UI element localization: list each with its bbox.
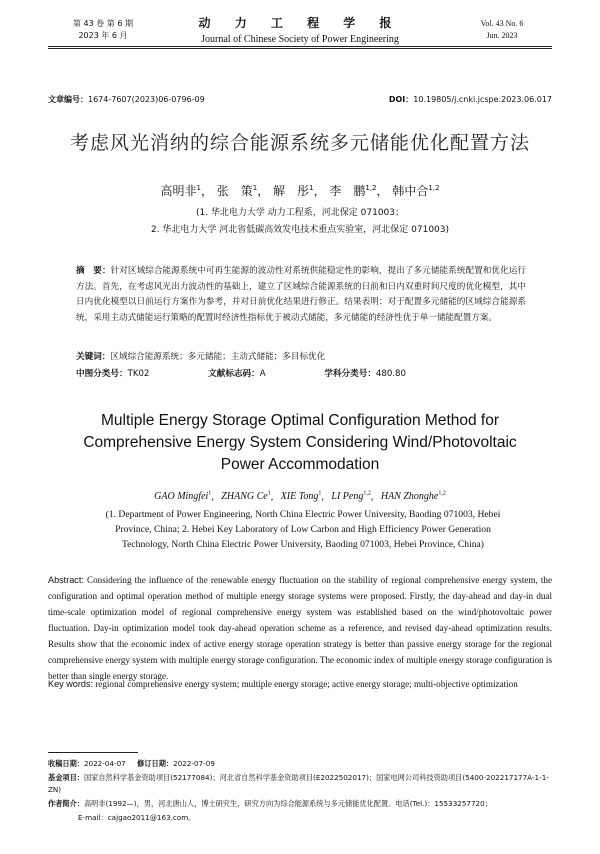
revised-label: 修订日期： [137, 759, 174, 768]
author-cn: 高明非$^1$ [160, 184, 201, 198]
header-date-en: Jun. 2023 [486, 31, 518, 40]
author-cn: 解 彤$^1$ [273, 184, 314, 198]
author-en: LI Peng$^{1,2}$ [331, 491, 371, 503]
title-en [40, 410, 560, 476]
keywords-en-label: Key words: [48, 679, 93, 689]
footnote-dates [48, 758, 556, 770]
doi-label: DOI： [388, 95, 414, 104]
received-label: 收稿日期： [48, 759, 84, 768]
fund-label: 基金项目： [48, 773, 84, 782]
author-en: ZHANG Ce$^1$ [221, 491, 271, 503]
abstract-cn [76, 264, 526, 326]
received-date: 2022-04-07 [83, 759, 126, 768]
footnote-rule [48, 752, 138, 753]
author-cn: 张 策$^1$ [216, 184, 258, 198]
author-bio-label: 作者简介： [48, 799, 84, 808]
doi [389, 94, 552, 105]
abstract-cn-label: 摘 要： [76, 266, 111, 276]
classification-cn [76, 367, 546, 379]
header-rule-bottom [48, 48, 552, 49]
clc: 中图分类号：TK02 [76, 369, 150, 379]
revised-date: 2022-07-09 [173, 759, 215, 768]
title-cn: 考虑风光消纳的综合能源系统多元储能优化配置方法 [69, 132, 530, 154]
keywords-cn [76, 350, 546, 362]
affiliation-cn-2: 2. 华北电力大学 河北省低碳高效发电技术重点实验室，河北保定 071003) [150, 225, 450, 235]
authors-en: GAO Mingfei$^1$, ZHANG Ce$^1$, XIE Tong$^1$, LI Peng$^{1,2}$, HAN Zhonghe$^{1,2}$ [154, 491, 446, 503]
journal-name-en: Journal of Chinese Society of Power Engineering [201, 34, 399, 45]
journal-name [150, 14, 450, 45]
abstract-cn-text: 针对区域综合能源系统中可再生能源的波动性对系统供能稳定性的影响，提出了多元储能系统配置和优化运行方法。首先，在考虑风光出力波动性的基础上，建立了区域综合能源系统的日前和日内双重时间尺度的优化模型，其中日内优化模型以日前运行方案作为参考，并对日前优化结果进行修正。结果表明：对于配置多元储能的区域综合能源系统，采用主动式储能运行策略的配置时经济性指标优于被动式储能，多元储能的经济性优于单一储能配置方案。 [76, 266, 526, 323]
title-en-line: Comprehensive Energy System Considering Wind/Photovoltaic [83, 434, 517, 451]
subject-code: 学科分类号：480.80 [324, 369, 406, 379]
header-volume-en [452, 18, 552, 42]
author-en: GAO Mingfei$^1$ [154, 491, 212, 503]
article-number [48, 94, 205, 105]
header-vol-cn: 第 43 卷 第 6 期 [73, 19, 133, 28]
header-vol-en: Vol. 43 No. 6 [480, 19, 524, 28]
keywords-en-text: regional comprehensive energy system; multiple energy storage; active energy storage; multi-objective optimization [95, 679, 518, 689]
affiliation-cn-1: (1. 华北电力大学 动力工程系，河北保定 071003； [195, 208, 405, 218]
keywords-cn-label: 关键词： [76, 352, 111, 362]
journal-name-cn: 动 力 工 程 学 报 [198, 16, 402, 30]
article-number-label: 文章编号： [48, 95, 88, 104]
doc-code: 文献标志码：A [208, 369, 266, 379]
title-en-line: Power Accommodation [220, 456, 380, 473]
footnote-email: E-mail：cajgao2011@163.com。 [78, 813, 196, 822]
header-volume-cn [48, 18, 158, 42]
author-en: HAN Zhonghe$^{1,2}$ [380, 491, 446, 503]
abstract-en-text: Considering the influence of the renewable energy fluctuation on the stability of regional comprehensive energy system, the configuration and optimal operation method of multiple energy storage systems were proposed. Firstly, the day-ahead and day-in dual time-scale optimization model of regional comprehensive energy system was established based on the wind/photovoltaic power fluctuation. Day-in optimization model took day-ahead operation scheme as a reference, and revised day-ahead optimization results. Results show that the economic index of active energy storage operation strategy is better than passive energy storage for the regional comprehensive energy system with multiple energy storage configuration. The economic index of multiple energy storage configuration is better than single energy storage. [48, 575, 552, 681]
affiliation-en-line: Technology, North China Electric Power University, Baoding 071003, Hebei Province, China) [121, 539, 485, 550]
header-date-cn: 2023 年 6 月 [78, 31, 128, 40]
author-cn: 韩中合$^{1,2}$ [392, 184, 440, 198]
fund-text: 国家自然科学基金资助项目(52177084)；河北省自然科学基金资助项目(E2022502017)；国家电网公司科技资助项目(5400-202217177A-1-1-ZN) [48, 773, 549, 794]
author-bio-text: 高明非(1992—)，男，河北唐山人，博士研究生，研究方向为综合能源系统与多元储能优化配置。电话(Tel.)：15533257720； [83, 799, 492, 808]
keywords-cn-text: 区域综合能源系统；多元储能；主动式储能；多目标优化 [110, 352, 326, 362]
title-en-line: Multiple Energy Storage Optimal Configuration Method for [100, 412, 500, 429]
author-en: XIE Tong$^1$ [280, 491, 322, 503]
keywords-en [48, 676, 552, 692]
article-number-value: 1674-7607(2023)06-0796-09 [88, 95, 205, 104]
authors-cn: 高明非$^1$， 张 策$^1$， 解 彤$^1$， 李 鹏$^{1,2}$， 韩中合$^{1,2}$ [160, 184, 440, 198]
doi-value: 10.19805/j.cnki.jcspe.2023.06.017 [413, 95, 552, 104]
affiliations-en [48, 507, 558, 552]
affiliation-en-line: (1. Department of Power Engineering, North China Electric Power University, Baoding 071003, Hebei [105, 509, 501, 520]
author-cn: 李 鹏$^{1,2}$ [329, 184, 377, 198]
abstract-en [48, 572, 552, 684]
footnote-fund [48, 772, 556, 796]
affiliation-en-line: Province, China; 2. Hebei Key Laboratory of Low Carbon and High Efficiency Power Generation [115, 524, 491, 535]
footnote-author [48, 798, 556, 810]
abstract-en-label: Abstract: [48, 575, 84, 585]
header-rule-top [48, 46, 552, 47]
